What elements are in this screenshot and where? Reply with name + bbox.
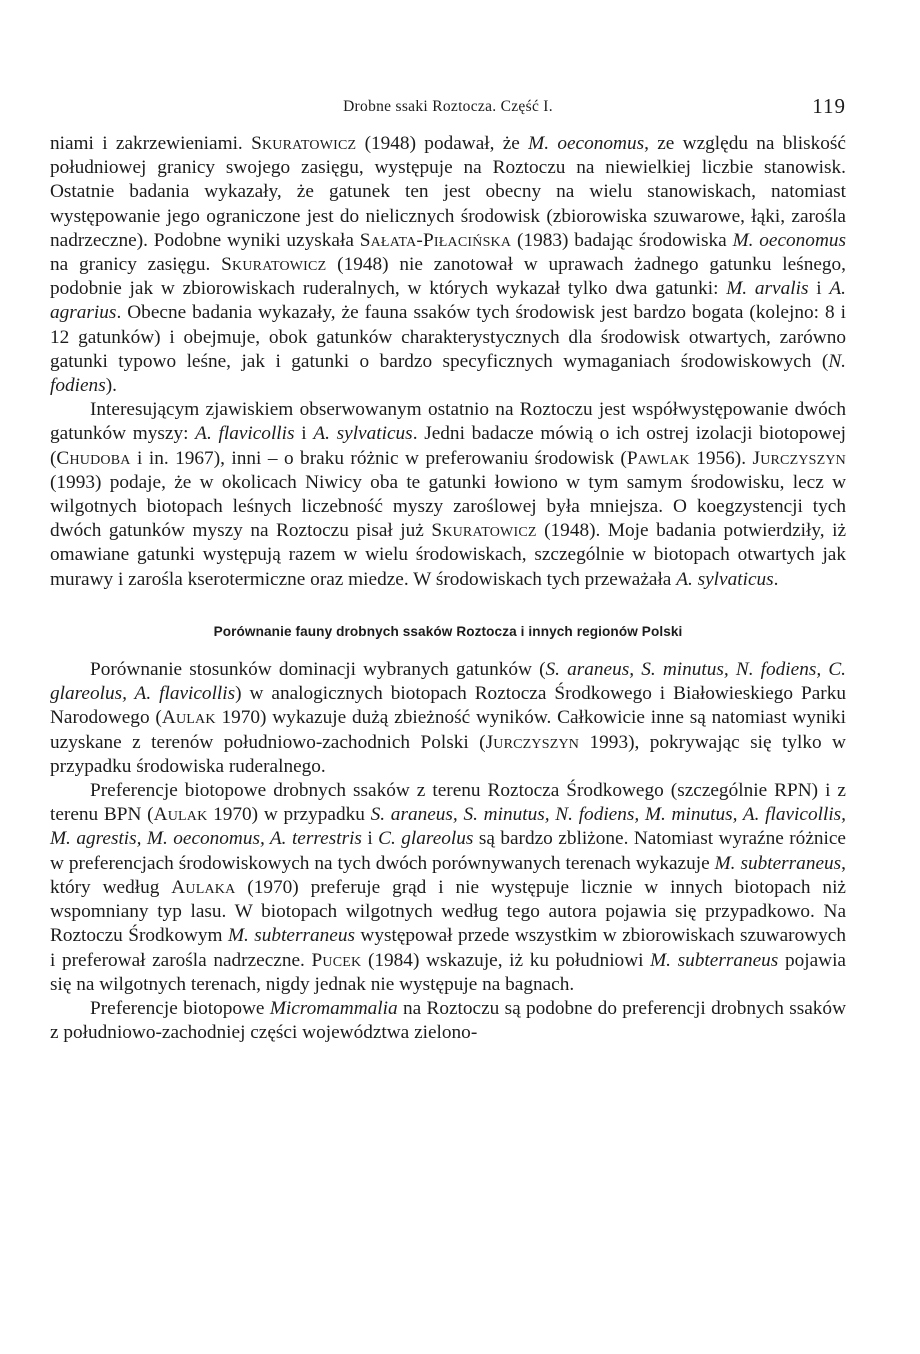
text-run: (1948) nie zanotował w uprawach żadnego gatunku leśnego, podobnie jak w zbiorowiskach ruderalnych, w których wykazał tylko dwa gatunki: — [50, 254, 846, 300]
section-heading: Porównanie fauny drobnych ssaków Roztocza i innych regionów Polski — [213, 623, 683, 639]
text-run: (1993) podaje, że w okolicach Niwicy oba te gatunki łowiono w tym samym środowisku, lecz w wilgotnych biotopach leśnych liczebność myszy zaroślowej była mniejsza. O koegzystencji tych dwóch gatunków myszy na Roztoczu pisał już — [50, 471, 846, 542]
text-run: Preferencje biotopowe — [90, 997, 270, 1019]
text-run: Interesującym zjawiskiem obserwowanym ostatnio na Roztoczu jest współwystępowanie dwóch gatunków myszy: — [50, 399, 846, 445]
document-page — [50, 92, 846, 1045]
text-run: ) w analogicznych biotopach Roztocza Środkowego i Białowieskiego Parku Narodowego ( — [50, 683, 846, 729]
species-name: A. sylvaticus — [313, 423, 413, 445]
species-name: A. sylvaticus — [676, 568, 774, 590]
text-run: niami i zakrzewieniami. — [50, 133, 252, 154]
species-name: S. araneus, S. minutus, N. fodiens, C. glareolus, A. flavicollis — [50, 659, 846, 705]
author-name: Chudoba — [56, 447, 131, 469]
species-name: M. subterraneus — [714, 852, 842, 874]
author-name: Skuratowicz — [221, 254, 327, 276]
paragraph — [50, 779, 846, 997]
species-name: M. oeconomus — [528, 133, 645, 154]
running-title: Drobne ssaki Roztocza. Część I. — [343, 98, 553, 115]
text-run: i — [808, 278, 830, 300]
text-run: 1993), pokrywając się tylko w przypadku środowiska ruderalnego. — [50, 731, 846, 777]
text-run: pojawia się na wilgotnych terenach, nigdy jednak nie występuje na bagnach. — [50, 949, 846, 995]
text-run: i in. 1967), inni – o braku różnic w preferowaniu środowisk ( — [130, 447, 627, 469]
text-run: , który według — [50, 852, 846, 898]
text-run: występował przede wszystkim w zbiorowiskach szuwarowych i preferował zarośla nadrzeczne. — [50, 925, 846, 971]
text-run: i — [361, 828, 379, 850]
text-run: (1983) badając środowiska — [511, 229, 733, 251]
species-name: M. subterraneus — [227, 925, 355, 947]
text-run: (1948) podawał, że — [356, 133, 529, 154]
text-run: ). — [105, 375, 117, 397]
species-name: Micromammalia — [269, 997, 398, 1019]
text-run: Preferencje biotopowe drobnych ssaków z terenu Roztocza Środkowego (szczególnie RPN) i z terenu BPN ( — [50, 780, 846, 826]
paragraph — [50, 398, 846, 592]
species-name: A. flavicollis — [195, 423, 295, 445]
species-name: M. arvalis — [726, 278, 809, 300]
text-run: , ze względu na bliskość południowej granicy swojego zasięgu, występuje na Roztoczu na niewielkiej liczbie stanowisk. Ostatnie badania wykazały, że gatunek ten jest obecny na wielu stanowiskach, natomiast występowanie jego ograniczone jest do nielicznych środowisk (zbiorowiska szuwarowe, łąki, zarośla nadrzeczne). Podobne wyniki uzyskała — [50, 133, 846, 251]
species-name: A. agrarius — [50, 278, 847, 324]
species-name: S. araneus, S. minutus, N. fodiens, M. minutus, A. flavicollis, M. agrestis, M. oeconomus, A. terrestris — [50, 804, 847, 850]
author-name: Jurczyszyn — [485, 731, 580, 753]
text-run: 1956). — [689, 447, 753, 469]
author-name: Aulaka — [171, 876, 236, 898]
text-run: . Jedni badacze mówią o ich ostrej izolacji biotopowej ( — [50, 423, 847, 469]
text-run: . — [773, 568, 779, 590]
species-name: C. glareolus — [378, 828, 474, 850]
page-number: 119 — [812, 94, 846, 118]
text-run: na Roztoczu są podobne do preferencji drobnych ssaków z południowo-zachodniej części województwa zielono- — [50, 997, 846, 1044]
text-run: na granicy zasięgu. — [50, 254, 222, 276]
author-name: Jurczyszyn — [752, 447, 846, 469]
text-run: są bardzo zbliżone. Natomiast wyraźne różnice w preferencjach środowiskowych na tych dwóch porównywanych terenach wykazuje — [50, 828, 846, 874]
running-head — [50, 92, 846, 132]
author-name: Skuratowicz — [251, 133, 357, 154]
text-run: (1970) preferuje grąd i nie występuje licznie w innych biotopach niż wspomniany typ lasu. W biotopach wilgotnych według tego autora pojawia się przypadkowo. Na Roztoczu Środkowym — [50, 876, 846, 947]
text-run: i — [294, 423, 314, 445]
species-name: M. subterraneus — [650, 949, 779, 971]
paragraph — [50, 132, 846, 398]
author-name: Pucek — [311, 949, 362, 971]
species-name: M. oeconomus — [732, 229, 847, 251]
author-name: Pawlak — [626, 447, 690, 469]
text-run: 1970) w przypadku — [207, 804, 371, 826]
author-name: Aulak — [161, 707, 216, 729]
paragraph — [50, 997, 846, 1045]
text-run: (1984) wskazuje, iż ku południowi — [361, 949, 651, 971]
species-name: N. fodiens — [50, 350, 846, 397]
text-run: (1948). Moje badania potwierdziły, iż omawiane gatunki występują razem w wielu środowiskach, szczególnie w biotopach otwartych jak murawy i zarośla kserotermiczne oraz miedze. W środowiskach tych przeważała — [50, 520, 846, 590]
body-text — [50, 132, 846, 1045]
text-run: 1970) wykazuje dużą zbieżność wyników. Całkowicie inne są natomiast wyniki uzyskane z terenów południowo-zachodnich Polski ( — [50, 707, 846, 753]
author-name: Aulak — [153, 804, 208, 826]
paragraph — [50, 658, 846, 779]
text-run: . Obecne badania wykazały, że fauna ssaków tych środowisk jest bardzo bogata (kolejno: 8 i 12 gatunków) i obejmuje, obok gatunków charakterystycznych dla środowisk otwartych, zarówno gatunki typowo leśne, jak i gatunki o bardzo specyficznych wymaganiach środowiskowych ( — [50, 302, 846, 372]
author-name: Sałata-Piłacińska — [359, 229, 512, 251]
author-name: Skuratowicz — [431, 520, 537, 542]
text-run: Porównanie stosunków dominacji wybranych gatunków ( — [90, 659, 546, 681]
